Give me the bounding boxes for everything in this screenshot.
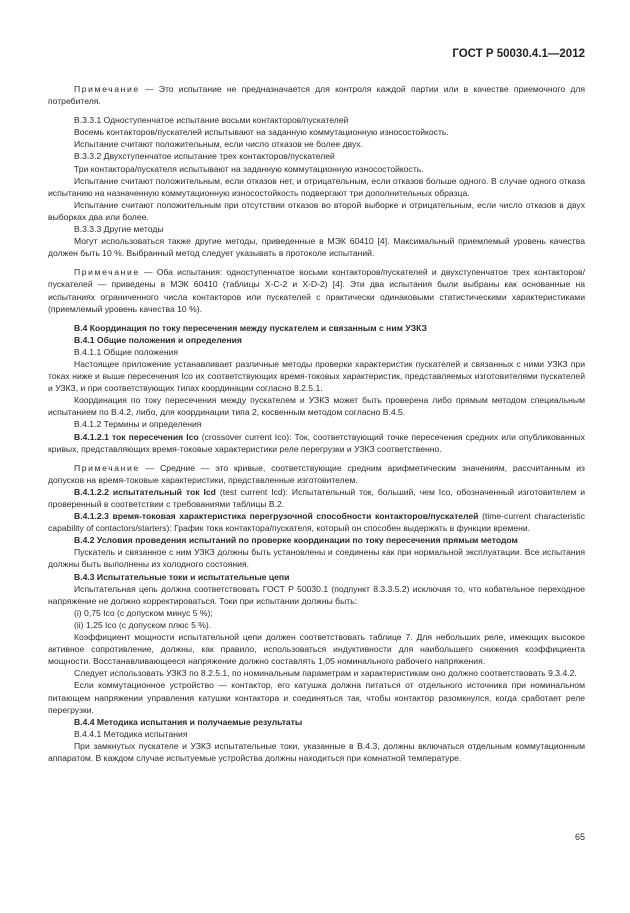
paragraph-text: Если коммутационное устройство — контактор, его катушка должна питаться от отдельного источника при номинальном питающем напряжении управления катушки контактора и соединяться так, чтобы контактор разомкнулся, когда сработает реле перегрузки.	[48, 680, 585, 715]
body-paragraph	[48, 486, 585, 510]
body-paragraph	[48, 114, 585, 126]
paragraph-text: В.4.4 Методика испытания и получаемые результаты	[74, 716, 303, 727]
body-paragraph	[48, 394, 585, 418]
paragraph-lead: Примечание	[74, 267, 140, 278]
section-heading	[48, 534, 585, 546]
paragraph-lead: В.4.1.2.2 испытательный ток Icd	[74, 486, 216, 497]
paragraph-lead: Примечание	[74, 462, 140, 473]
paragraph-text: Испытание считают положительным при отсутствии отказов во второй выборке и отрицательным, если число отказов в двух выборках два или более.	[48, 199, 585, 222]
body-paragraph	[48, 346, 585, 358]
paragraph-text: Настоящее приложение устанавливает различные методы проверки характеристик пускателей и связанных с ними УЗКЗ при токах ниже и выше пересечения Ico их соответствующих время-токовых характеристик, представляемых изготовителями пускателей и УЗКЗ, и при соответствующих типах координации согласно 8.2.5.1.	[48, 358, 585, 394]
paragraph-text: В.3.3.1 Одноступенчатое испытание восьми контакторов/пускателей	[74, 115, 349, 126]
body-paragraph	[48, 126, 585, 138]
paragraph-lead: Примечание	[74, 84, 140, 94]
section-heading	[48, 322, 585, 334]
body-paragraph	[48, 150, 585, 162]
paragraph-text: В.3.3.3 Другие методы	[74, 224, 164, 235]
section-heading	[48, 571, 585, 583]
body-paragraph	[48, 619, 585, 631]
body-paragraph	[48, 138, 585, 150]
paragraph-text: Следует использовать УЗКЗ по 8.2.5.1, по номинальным параметрам и характеристикам оно должно соответствовать 9.3.4.2.	[74, 668, 577, 679]
paragraph-lead: В.4.1.2.3 время-токовая характеристика перегрузочной способности контакторов/пускателей	[74, 511, 479, 522]
paragraph-text: В.4 Координация по току пересечения между пускателем и связанным с ним УЗКЗ	[74, 322, 428, 333]
body-paragraph	[48, 431, 585, 455]
body-paragraph	[48, 607, 585, 619]
paragraph-text: Могут использоваться также другие методы, приведенные в МЭК 60410 [4]. Максимальный приемлемый уровень качества должен быть 10 %. Выбранный метод следует указывать в протоколе испытаний.	[48, 236, 585, 259]
body-paragraph	[48, 163, 585, 175]
document-code: ГОСТ Р 50030.4.1—2012	[452, 48, 585, 60]
paragraph-text: Испытание считают положительным, если отказов нет, и отрицательным, если отказов больше одного. В случае одного отказа испытанию на назначенную коммутационную износостойкость подвергают три дополнительных образца.	[48, 175, 585, 198]
paragraph-text: При замкнутых пускателе и УЗКЗ испытательные токи, указанные в В.4.3, должны включаться отдельным коммутационным аппаратом. В каждом случае испытуемые устройства должны находиться при комнатной температуре.	[48, 740, 585, 763]
body-paragraph	[48, 740, 585, 764]
body-paragraph	[48, 175, 585, 199]
body-paragraph	[48, 667, 585, 679]
paragraph-text: Восемь контакторов/пускателей испытывают на заданную коммутационную износостойкость.	[74, 127, 449, 138]
paragraph-text: В.4.1.1 Общие положения	[74, 346, 179, 357]
note-paragraph	[48, 462, 585, 486]
body-paragraph	[48, 418, 585, 430]
paragraph-text: (ii) 1,25 Ico (с допуском плюс 5 %).	[74, 619, 212, 630]
paragraph-text: — Средние — это кривые, соответствующие средним арифметическим значениям, рассчитанным из допусков на время-токовые характеристики, представленные изготовителем.	[48, 462, 585, 485]
body-paragraph	[48, 583, 585, 607]
body-paragraph	[48, 223, 585, 235]
body-paragraph	[48, 728, 585, 740]
paragraph-text: Координация по току пересечения между пускателем и УЗКЗ может быть проверена либо прямым методом специальным испытанием по В.4.2, либо, для координации типа 2, косвенным методом согласно В.4.5.	[48, 395, 585, 418]
page-number: 65	[574, 832, 585, 842]
body-paragraph	[48, 358, 585, 394]
paragraph-text: (i) 0,75 Ico (с допуском минус 5 %);	[74, 607, 213, 618]
paragraph-text: Коэффициент мощности испытательной цепи должен соответствовать таблице 7. Для небольших реле, имеющих высокое активное сопротивление, должны, как правило, использоваться индуктивности для наибольшего снижения коэффициента мощности. Восстанавливающееся напряжение должно составлять 1,05 номинального рабочего напряжения.	[48, 632, 585, 667]
paragraph-text: Пускатель и связанное с ним УЗКЗ должны быть установлены и соединены как при нормальной эксплуатации. Все испытания должны быть выполнены из холодного состояния.	[48, 547, 585, 570]
body-paragraph	[48, 235, 585, 259]
note-paragraph	[48, 83, 585, 107]
paragraph-text: В.4.1.2 Термины и определения	[74, 419, 202, 430]
paragraph-text: В.3.3.2 Двухступенчатое испытание трех контакторов/пускателей	[74, 151, 335, 162]
document-body	[48, 76, 585, 764]
paragraph-text: В.4.2 Условия проведения испытаний по проверке координации по току пересечения прямым методом	[74, 535, 518, 546]
body-paragraph	[48, 510, 585, 534]
paragraph-text: — Это испытание не предназначается для контроля каждой партии или в качестве приемочного для потребителя.	[48, 84, 585, 107]
paragraph-text: Испытательная цепь должна соответствовать ГОСТ Р 50030.1 (подпункт 8.3.3.5.2) исключая то, что кобательное переходное напряжение не должно корректироваться. Токи при испытании должны быть:	[48, 583, 585, 606]
body-paragraph	[48, 631, 585, 667]
body-paragraph	[48, 546, 585, 570]
paragraph-text: В.4.4.1 Методика испытания	[74, 728, 188, 739]
paragraph-text: (time-current characteristic capability of contactors/starters): График тока контактора/пускателя, который он способен выдержать в функции времени.	[48, 511, 586, 534]
paragraph-text: В.4.3 Испытательные токи и испытательные цепи	[74, 571, 290, 582]
paragraph-lead: В.4.1.2.1 ток пересечения Ico	[74, 431, 199, 442]
note-paragraph	[48, 266, 585, 314]
paragraph-text: В.4.1 Общие положения и определения	[74, 334, 242, 345]
section-heading	[48, 334, 585, 346]
body-paragraph	[48, 679, 585, 715]
paragraph-text: Испытание считают положительным, если число отказов не более двух.	[74, 139, 363, 150]
section-heading	[48, 716, 585, 728]
paragraph-text: (test current Icd): Испытательный ток, больший, чем Ico, обозначенный изготовителем и проверенный в соответствии с требованиями таблицы В.2.	[48, 486, 585, 509]
paragraph-text: (crossover current Ico): Ток, соответствующий точке пересечения средних или опубликованных кривых, представляющих время-токовые характеристики реле перегрузки и УЗКЗ соответственно.	[48, 431, 585, 454]
paragraph-text: — Оба испытания: одноступенчатое восьми контакторов/пускателей и двухступенчатое трех контакторов/пускателей — приведены в МЭК 60410 (таблицы X-C-2 и X-D-2) [4]. Эти два испытания были выбраны как основанные на испытаниях ограниченного числа контакторов или пускателей с практически одинаковыми статистическими характеристиками (приемлемый уровень качества 10 %).	[48, 267, 585, 314]
paragraph-text: Три контактора/пускателя испытывают на заданную коммутационную износостойкость.	[74, 163, 424, 174]
body-paragraph	[48, 199, 585, 223]
